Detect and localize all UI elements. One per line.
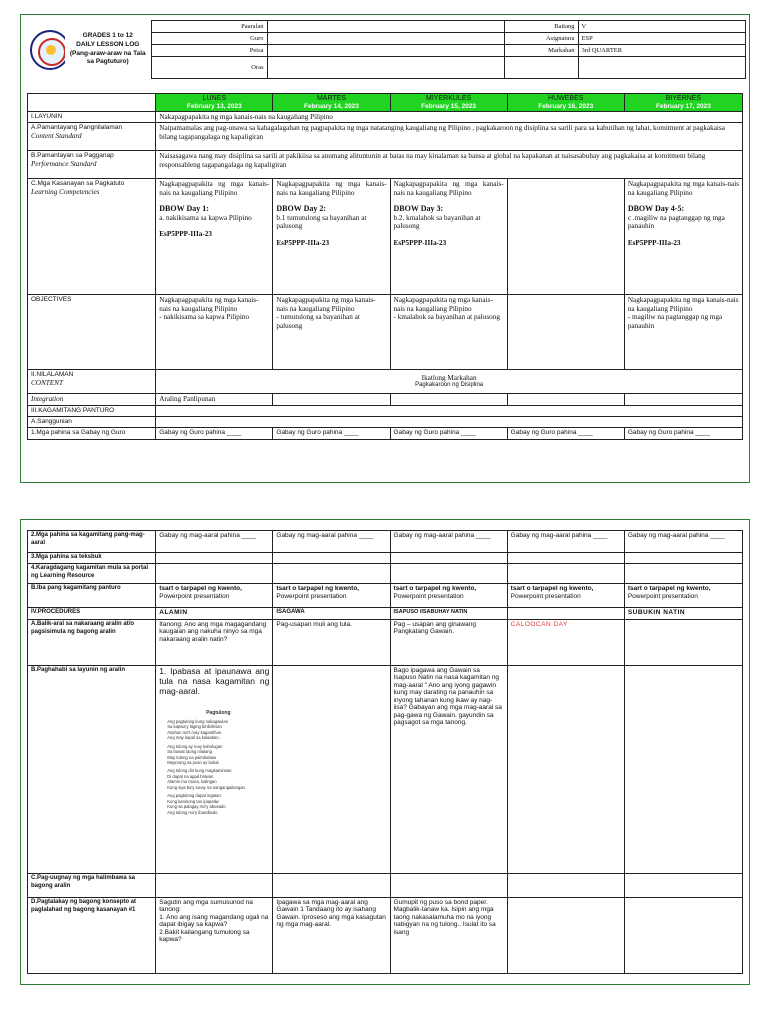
asignatura-label: Asignatura [504,33,578,45]
header-table [27,20,746,79]
objectives-label: OBJECTIVES [28,295,156,370]
balik-friday [624,620,742,666]
uugnay-label: C.Pag-uugnay ng mga halimbawa sa bagong aralin [28,874,156,898]
lesson-table-1 [27,93,743,440]
pangnilalaman-label: A.Pamantayang Pangnilalaman Content Standard [28,123,156,151]
pagtalakay-tuesday: Ipagawa sa mga mag-aaral ang Gawain 1 Tandaang ito ay isahang Gawain. Iproseso ang mga kasagutan ng mga mag-aaral. [273,898,390,974]
day-friday: BIYERNES February 17, 2023 [624,94,742,112]
day-wednesday: MIYERKULES February 15, 2023 [390,94,507,112]
oras-label: Oras [151,57,267,79]
kagamitan-thursday: Gabay ng mag-aaral pahina ____ [507,531,624,553]
objectives-thursday [507,295,624,370]
kasanayan-monday: Nagkapagpapakita ng mga kanais-nais na kaugaliang Pilipino DBOW Day 1: a. nakikisama sa kapwa Pilipino EsP5PPP-IIIa-23 [156,179,273,295]
iba-wednesday: tsart o tarpapel ng kwento, Powerpoint presentation [390,584,507,608]
iba-thursday: tsart o tarpapel ng kwento, Powerpoint presentation [507,584,624,608]
lesson-log-page-1 [20,14,750,483]
kasanayan-wednesday: Nagkapagpapakita ng mga kanais-nais na kaugaliang Pilipino DBOW Day 3: b.2. kmalahok sa bayanihan at palusong EsP5PPP-IIIa-23 [390,179,507,295]
petsa-value [267,45,504,57]
guro-label: Guro [151,33,267,45]
procedure-thursday [507,608,624,620]
days-header-row [28,94,743,112]
markahan-value: 3rd QUARTER [578,45,745,57]
oras-value [267,57,504,79]
objectives-friday: Nagkapagpapakita ng mga kanais-nais na kaugaliang Pilipino - magiliw na pagtanggap ng mga panauhin [624,295,742,370]
pagtalakay-monday: Sagutin ang mga sumusunod na tanong: 1. Ano ang isang magandang ugali na dapat ibigay sa kapwa? 2.Bakit kailangang tumulong sa kapwa? [156,898,273,974]
pagtalakay-thursday [507,898,624,974]
iba-tuesday: tsart o tarpapel ng kwento, Powerpoint presentation [273,584,390,608]
kasanayan-friday: Nagkapagpapakita ng mga kanais-nais na kaugaliang Pilipino DBOW Day 4-5: c .magiliw na pagtanggap ng mga panauhin EsP5PPP-IIIa-23 [624,179,742,295]
kasanayan-tuesday: Nagkapagpapakita ng mga kanais-nais na kaugaliang Pilipino DBOW Day 2: b.1 tumutulong sa bayanihan at palusong EsP5PPP-IIIa-23 [273,179,390,295]
procedure-monday: ALAMIN [156,608,273,620]
paaralan-label: Paaralan [151,21,267,33]
asignatura-value: ESP [578,33,745,45]
pagtalakay-friday [624,898,742,974]
pagganap-label: B.Pamantayan sa Pagganap Performance Standard [28,151,156,179]
balik-label: A.Balik-aral sa nakaraang aralin at/o pagsisimula ng bagong aralin [28,620,156,666]
day-tuesday: MARTES February 14, 2023 [273,94,390,112]
paghahabi-label: B.Paghahabi sa layunin ng aralin [28,666,156,874]
nilalaman-label: II.NILALAMAN CONTENT [28,370,156,394]
baitang-value: V [578,21,745,33]
paghahabi-wednesday: Bago ipagawa ang Gawain sa Isapuso Natin na nasa kagamitan ng mag-aaral " Ano ang iyong gagawin kung may darating na panauhin sa inyong tahanan kung ikaw ay nag-iisa? Gabayan ang mga mag-aaral sa pag-gawa ng Gawain. gayundin sa pagsagot sa mga tanong. [390,666,507,874]
objectives-monday: Nagkapagpapakita ng mga kanais-nais na kaugaliang Pilipino - nakikisama sa kapwa Pilipino [156,295,273,370]
petsa-label: Petsa [151,45,267,57]
kagamitan-friday: Gabay ng mag-aaral pahina ____ [624,531,742,553]
poem-pagtulong: Pagtulong Ang pagtulong kung nakagawian Sa kapwa'y laging binibihisan Asahan mo't may kagantihan Ang may kapal sa kalaaban. Ang tulong ay may kahulugan Sa bawat taong nilalang May tulong na paimbabaw Mayroong sa puso ay bukal. Ang tulong din kung magkaminsan Di dapat na agad bitiwan Alamin mo muna, kailngan Kung siya ba'y tunay na nangangailangan. Ang pagtulong dapat ingatan Kung kaninong tao ipapatiw Kung sa palagay mo'y abusado Ang tulong mo'y ibandilado [167,710,247,815]
pagtalakay-wednesday: Gumupit ng puso sa bond paper. Magbalik-tanaw ka. Isipin ang mga taong nakasalamuha mo na iyong nabigyan na ng tulong.. Isulat ito sa isang [390,898,507,974]
kagamitan-mag-aaral-label: 2.Mga pahina sa kagamitang pang-mag-aaral [28,531,156,553]
kasanayan-label: C.Mga Kasanayan sa Pagkatuto Learning Competencies [28,179,156,295]
pangnilalaman-value: Naipamamalas ang pag-unawa sa kahagalagahan ng pagpapakita ng mga natatanging kaugaliang ng Pilipino , pagkakaroon ng disiplina sa sarili para sa kabutihan ng lahat, komitment at pagkakaisa bilang tagapangalaga ng kapaligiran [156,123,743,151]
sanggunian-label: A.Sanggunian [28,416,156,427]
guro-value [267,33,504,45]
paghahabi-monday: 1. Ipabasa at ipaunawa ang tula na nasa kagamitan ng mag-aaral. Pagtulong Ang pagtulong kung nakagawian Sa kapwa'y laging binibihisan Asahan mo't may kagantihan Ang may kapal sa kalaaban. Ang tulong ay may kahulugan Sa bawat taong nilalang May tulong na paimbabaw Mayroong sa puso ay bukal. Ang tulong din kung magkaminsan Di dapat na agad bitiwan Alamin mo muna, kailngan Kung siya ba'y tunay na nangangailangan. Ang pagtulong dapat ingatan Kung kaninong tao ipapatiw Kung sa palagay mo'y abusado Ang tulong mo'y ibandilado [156,666,273,874]
balik-thursday: CALOOCAN DAY [507,620,624,666]
balik-tuesday: Pag-usapan muli ang tula. [273,620,390,666]
procedure-friday: SUBUKIN NATIN [624,608,742,620]
karagdagang-label: 4.Karagdagang kagamitan mula sa portal ng Learning Resource [28,564,156,584]
kagamitan-tuesday: Gabay ng mag-aaral pahina ____ [273,531,390,553]
school-info: GRADES 1 to 12 DAILY LESSON LOG (Pang-araw-araw na Tala sa Pagtuturo) [69,31,146,66]
day-thursday: HUWEBES February 16, 2023 [507,94,624,112]
integration-label: Integration [28,394,156,405]
gabay-thursday: Gabay ng Guro pahina ____ [507,427,624,439]
lesson-table-2 [27,530,743,974]
balik-monday: Itanong: Ano ang mga magagandang kaugaian ang nakuha ninyo sa mga nakaraang aralin natin? [156,620,273,666]
kasanayan-thursday [507,179,624,295]
integration-value: Araling Panlipunan [156,394,273,405]
gabay-tuesday: Gabay ng Guro pahina ____ [273,427,390,439]
objectives-wednesday: Nagkapagpapakita ng mga kanais-nais na kaugaliang Pilipino - kmalahok sa bayanihan at palusong [390,295,507,370]
gabay-monday: Gabay ng Guro pahina ____ [156,427,273,439]
teksbuk-label: 3.Mga pahina sa teksbuk [28,553,156,564]
lesson-log-page-2 [20,519,750,985]
procedure-wednesday: ISAPUSO /ISABUHAY NATIN [390,608,507,620]
balik-wednesday: Pag – usapan ang ginawang Pangkatang Gawain. [390,620,507,666]
paaralan-value [267,21,504,33]
layunin-label: I.LAYUNIN [28,111,156,122]
procedure-tuesday: ISAGAWA [273,608,390,620]
iba-label: B.Iba pang kagamitang panturo [28,584,156,608]
gabay-label: 1.Mga pahina sa Gabay ng Guro [28,427,156,439]
iba-monday: tsart o tarpapel ng kwento, Powerpoint presentation [156,584,273,608]
objectives-tuesday: Nagkapagpapakita ng mga kanais-nais na kaugaliang Pilipino - tumutulong sa bayanihan at palusong [273,295,390,370]
pagganap-value: Naisasagawa nang may disiplina sa sarili at pakikiisa sa anumang alituntunin at batas na may kinalaman sa bansa at global na kapakanan at naisasabuhay ang pagkakaisa at komitment bilang responsableng tagapangalaga ng kapaligiran [156,151,743,179]
kagamitan-wednesday: Gabay ng mag-aaral pahina ____ [390,531,507,553]
layunin-value: Nakapagpapakita ng mga kanais-nais na kaugaliang Pilipino [156,111,743,122]
pagtalakay-label: D.Pagtalakay ng bagong konsepto at paglalahad ng bagong kasanayan #1 [28,898,156,974]
nilalaman-value: Ikatlong Markahan Pagkakaroon ng Disiplina [156,370,743,394]
kagamitan-label: III.KAGAMITANG PANTURO [28,405,156,416]
day-monday: LUNES February 13, 2023 [156,94,273,112]
baitang-label: Baitang [504,21,578,33]
procedures-label: IV.PROCEDURES [28,608,156,620]
deped-seal-icon [30,30,65,70]
markahan-label: Markahan [504,45,578,57]
iba-friday: tsart o tarpapel ng kwento, Powerpoint presentation [624,584,742,608]
kagamitan-monday: Gabay ng mag-aaral pahina ____ [156,531,273,553]
gabay-friday: Gabay ng Guro pahina ____ [624,427,742,439]
deped-seal [27,21,65,79]
gabay-wednesday: Gabay ng Guro pahina ____ [390,427,507,439]
